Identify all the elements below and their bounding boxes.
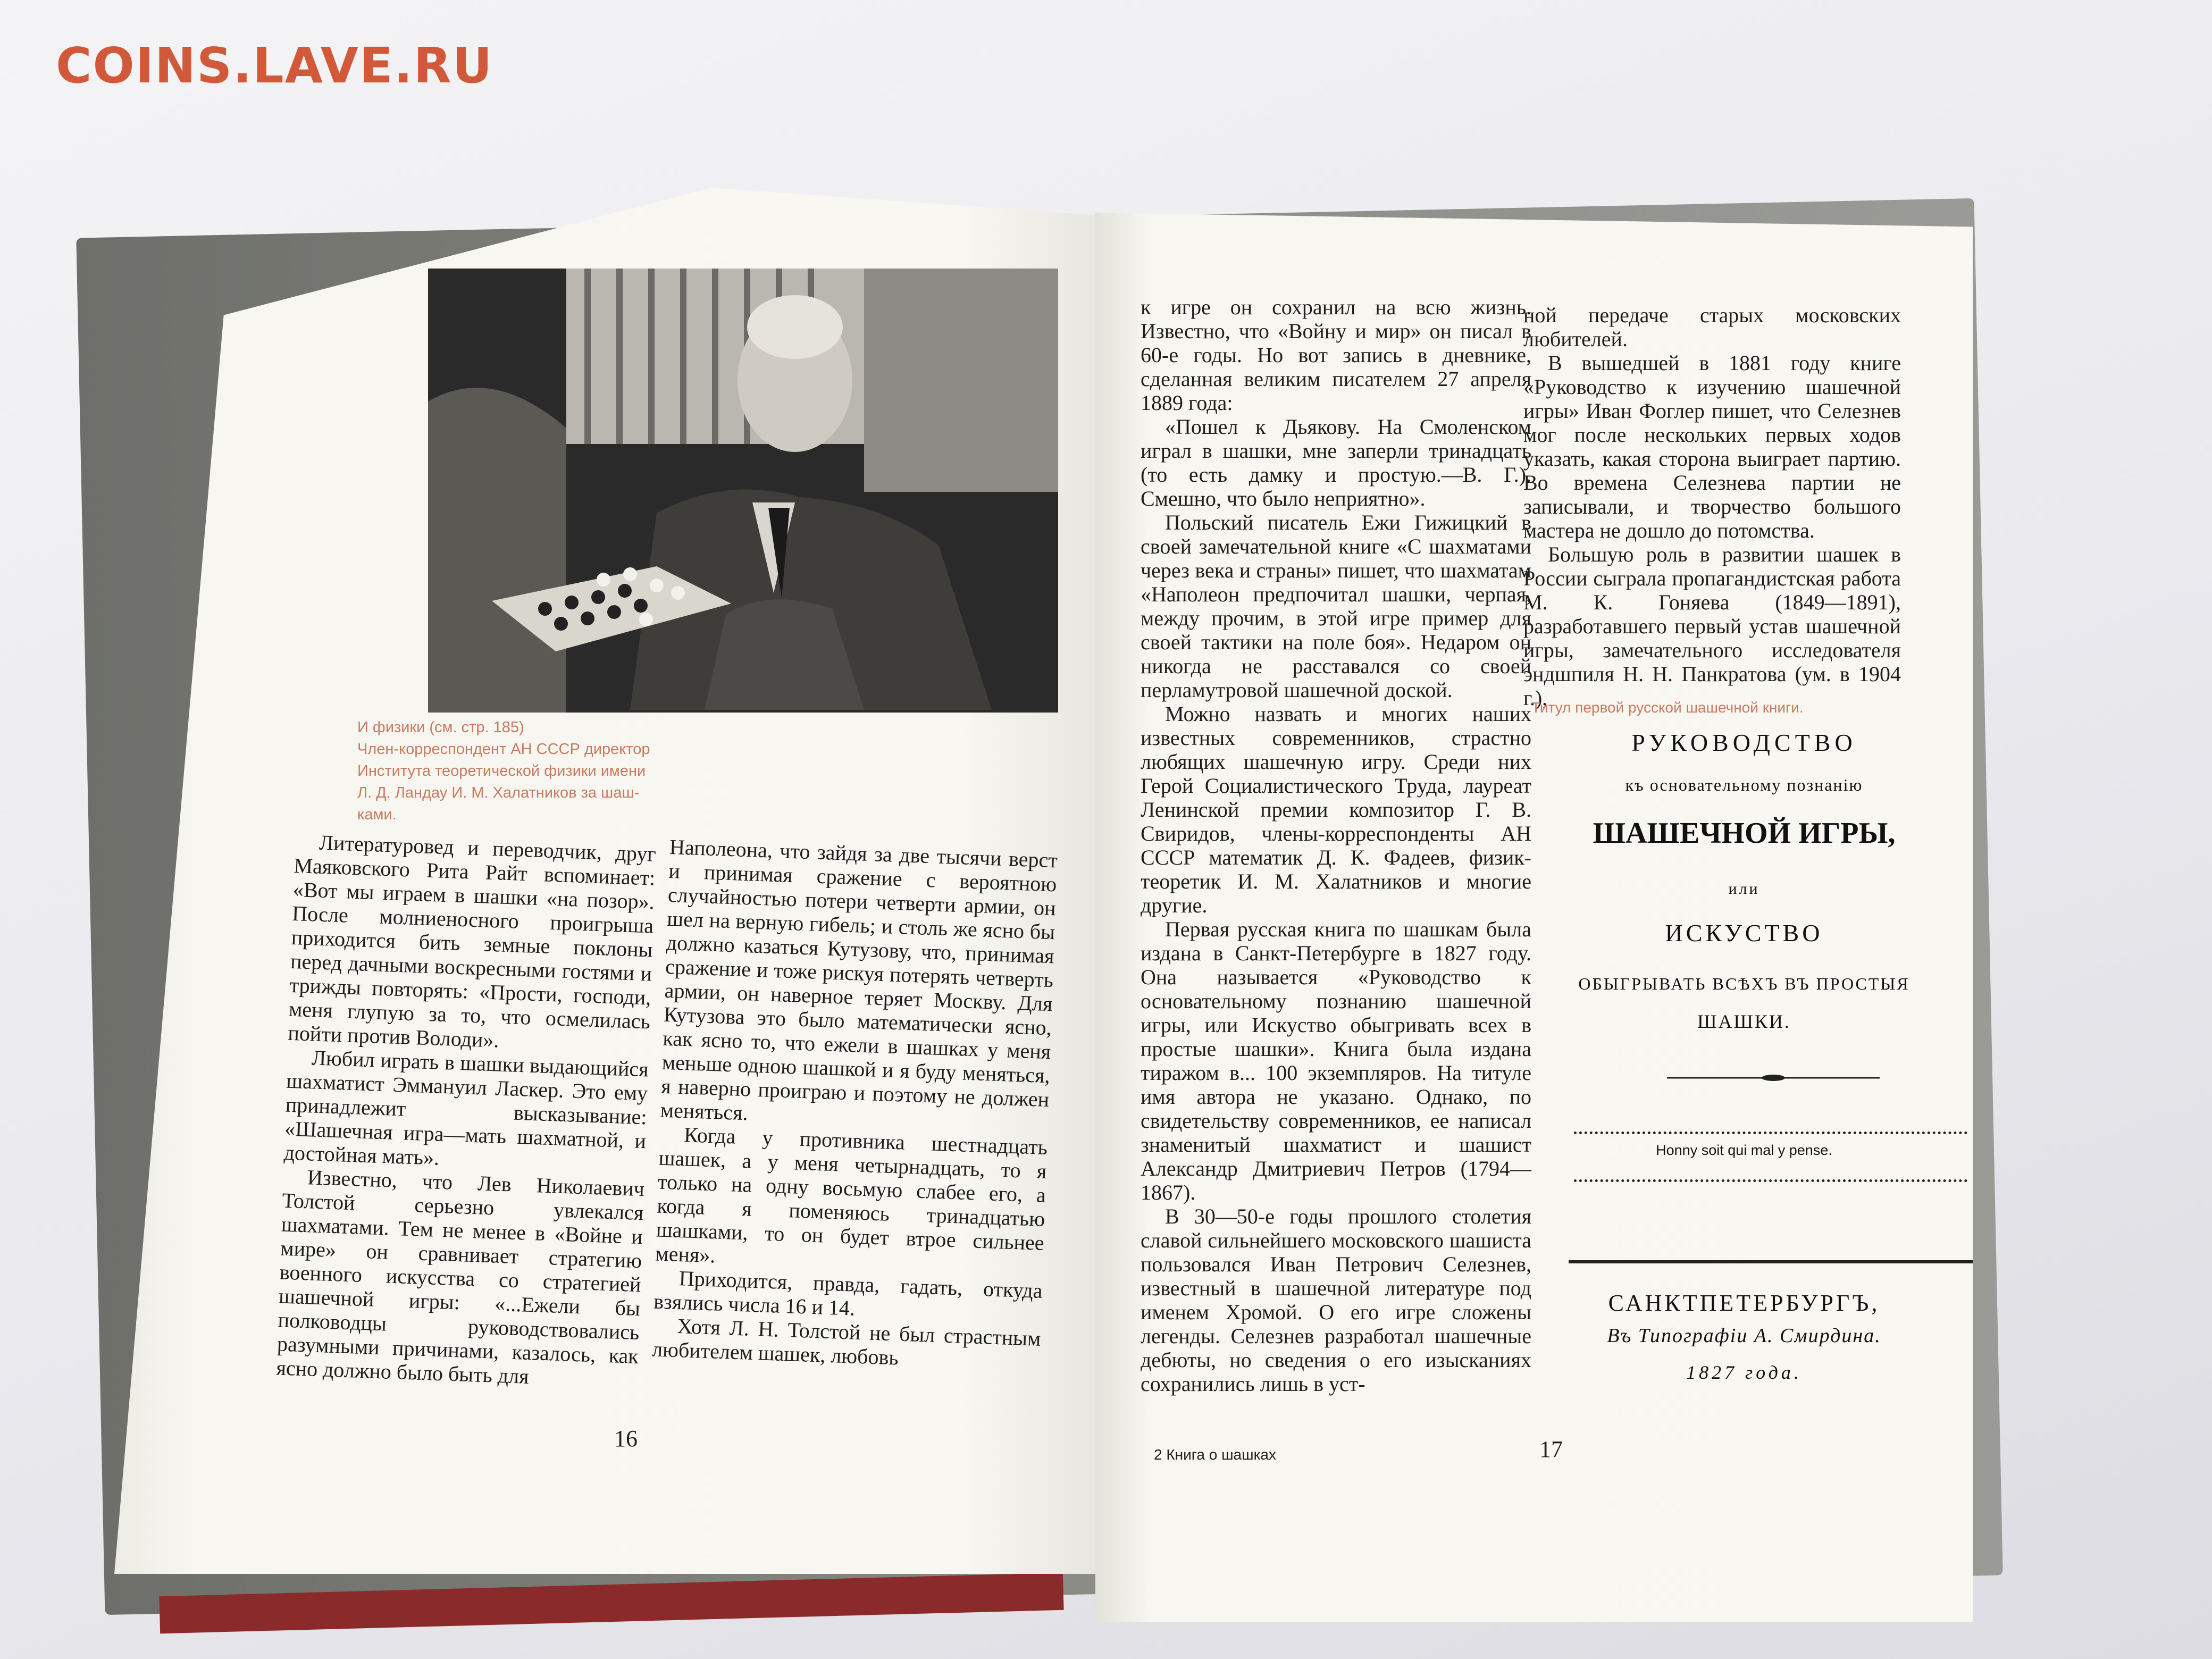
photo-caption — [357, 717, 676, 826]
left-column-2 — [651, 835, 1058, 1375]
page-number-right: 17 — [1539, 1436, 1563, 1462]
paragraph: к игре он сохранил на всю жизнь. Известно, что «Войну и мир» он писал в 60-е годы. Но вот запись в дневнике, сделанная великим писателем 27 апреля 1889 года: — [1141, 295, 1531, 415]
title-line: РУКОВОДСТВО — [1631, 729, 1857, 756]
caption-line: И физики (см. стр. 185) — [357, 719, 524, 736]
title-line: къ основательному познанію — [1625, 775, 1863, 794]
paragraph: Известно, что Лев Николаевич Толстой серьезно увлекался шахматами. Тем не менее в «Войне и мире» он сравнивает стратегию военного искусства со стратегией шашечной игры: «...Ежели бы полководцы руководствовались разумными причинами, казалось, как ясно должно было быть для — [275, 1165, 645, 1388]
caption-line: Л. Д. Ландау И. М. Халатников за шаш- — [357, 784, 640, 801]
photo-man-playing-checkers — [428, 269, 1058, 713]
paragraph: Литературовед и переводчик, друг Маяковского Рита Райт вспоминает: «Вот мы играем в шашки «на позор». После молниеносного проигрыша приходится бить земные поклоны перед дачными воскресными гостями и трижды повторять: «Прости, господи, меня глупую за то, что осмелилась пойти против Володи». — [287, 830, 657, 1052]
title-line: ИСКУСТВО — [1665, 919, 1823, 946]
title-line: ОБЫГРЫВАТЬ ВСѢХЪ ВЪ ПРОСТЫЯ — [1578, 974, 1910, 993]
paragraph: В вышедшей в 1881 году книге «Руководство к изучению шашечной игры» Иван Фоглер пишет, что Селезнев мог после нескольких первых ходов указать, какая сторона выиграет партию. Во времена Селезнева партии не записывали, и творчество большого мастера не дошло до потомства. — [1523, 351, 1901, 542]
title-year: 1827 года. — [1686, 1362, 1802, 1383]
paragraph: Первая русская книга по шашкам была издана в Санкт-Петербурге в 1827 году. Она называется «Руководство к основательному познанию шашечной игры, или Искуство обыгривать всех в простые шашки». Книга была издана тиражом в... 100 экземпляров. На титуле имя автора не указано. Однако, по свидетельству современников, ее написал знаменитый шахматист и шашист Александр Дмитриевич Петров (1794—1867). — [1141, 917, 1531, 1204]
title-line: ШАШКИ. — [1697, 1011, 1791, 1032]
paragraph: Можно назвать и многих наших известных современников, страстно любящих шашечную игру. Среди них Герой Социалистического Труда, лауреат Ленинской премии композитор Г. В. Свиридов, члены-корреспонденты АН СССР математик Д. К. Фадеев, физик-теоретик И. М. Халатников и многие другие. — [1141, 702, 1531, 917]
paragraph: В 30—50-е годы прошлого столетия славой сильнейшего московского шашиста пользовался Иван Петрович Селезнев, известный в шашечной литературе под именем Хромой. О его игре сложены легенды. Селезнев разработал шашечные дебюты, но сведения о его изысканиях сохранились лишь в уст- — [1141, 1204, 1531, 1396]
title-city: САНКТПЕТЕРБУРГЪ, — [1608, 1290, 1880, 1316]
paragraph: Большую роль в развитии шашек в России сыграла пропагандистская работа М. К. Гоняева (1849—1891), разработавшего первый устав шашечной игры, замечательного исследователя эндшпиля Н. Н. Панкратова (ум. в 1904 г.), — [1523, 542, 1901, 710]
caption-line: ками. — [357, 806, 397, 823]
ornament-divider — [1667, 1074, 1880, 1082]
paragraph: Когда у противника шестнадцать шашек, а у меня четырнадцать, то я только на одну восьмую слабее его, а когда я поменяюсь тринадцатью шашками, то он будет втрое сильнее меня». — [655, 1122, 1048, 1268]
paragraph: Хотя Л. Н. Толстой не был страстным любителем шашек, любовь — [651, 1314, 1042, 1370]
dotted-rule — [1574, 1179, 1967, 1182]
paragraph: Польский писатель Ежи Гижицкий в своей замечательной книге «С шахматами через века и страны» пишет, что шахматам «Наполеон предпочитал шашки, черпая, между прочим, в этой игре пример для своей тактики на поле боя». Недаром он никогда не расставался со своей перламутровой шашечной доской. — [1141, 510, 1531, 702]
left-column-1 — [276, 830, 657, 1392]
title-page-caption — [1531, 697, 1967, 718]
title-line: или — [1728, 880, 1760, 898]
paragraph: «Пошел к Дьякову. На Смоленском играл в шашки, мне заперли тринадцать (то есть дамку и простую.—В. Г.). Смешно, что было неприятно». — [1141, 415, 1531, 510]
dotted-rule — [1574, 1132, 1967, 1134]
title-line: ШАШЕЧНОЙ ИГРЫ, — [1593, 817, 1896, 850]
right-column-2 — [1523, 303, 1901, 710]
thick-rule — [1569, 1260, 1973, 1263]
paragraph: ной передаче старых московских любителей. — [1523, 303, 1901, 351]
title-printer: Въ Типографіи А. Смирдина. — [1607, 1325, 1881, 1347]
motto-text: Honny soit qui mal y pense. — [1656, 1142, 1832, 1158]
right-column-1 — [1141, 295, 1531, 1396]
page-number-left: 16 — [614, 1426, 638, 1452]
footer-signature: 2 Книга о шашках — [1154, 1446, 1277, 1463]
paragraph: Приходится, правда, гадать, откуда взялись числа 16 и 14. — [653, 1266, 1043, 1320]
watermark: COINS.LAVE.RU — [56, 37, 493, 94]
paragraph: Наполеона, что зайдя за две тысячи верст и принимая сражение с вероятною случайностью потери четверти армии, он шел на верную гибель; и столь же ясно бы должно казаться Кутузову, что, принимая сражение и тоже рискуя потерять четверть армии, он наверное теряет Москву. Для Кутузова это было математически ясно, как ясно то, что ежели в шашках у меня меньше одною шашкой и я буду меняться, я наверно проиграю и поэтому не должен меняться. — [660, 835, 1058, 1125]
caption-line: Член-корреспондент АН СССР директор — [357, 741, 650, 758]
paragraph: Любил играть в шашки выдающийся шахматист Эммануил Ласкер. Это ему принадлежит высказывание: «Шашечная игра—мать шахматной, и достойная мать». — [283, 1045, 649, 1170]
caption-line: Титул первой русской шашечной книги. — [1531, 699, 1804, 716]
caption-line: Института теоретической физики имени — [357, 763, 646, 780]
